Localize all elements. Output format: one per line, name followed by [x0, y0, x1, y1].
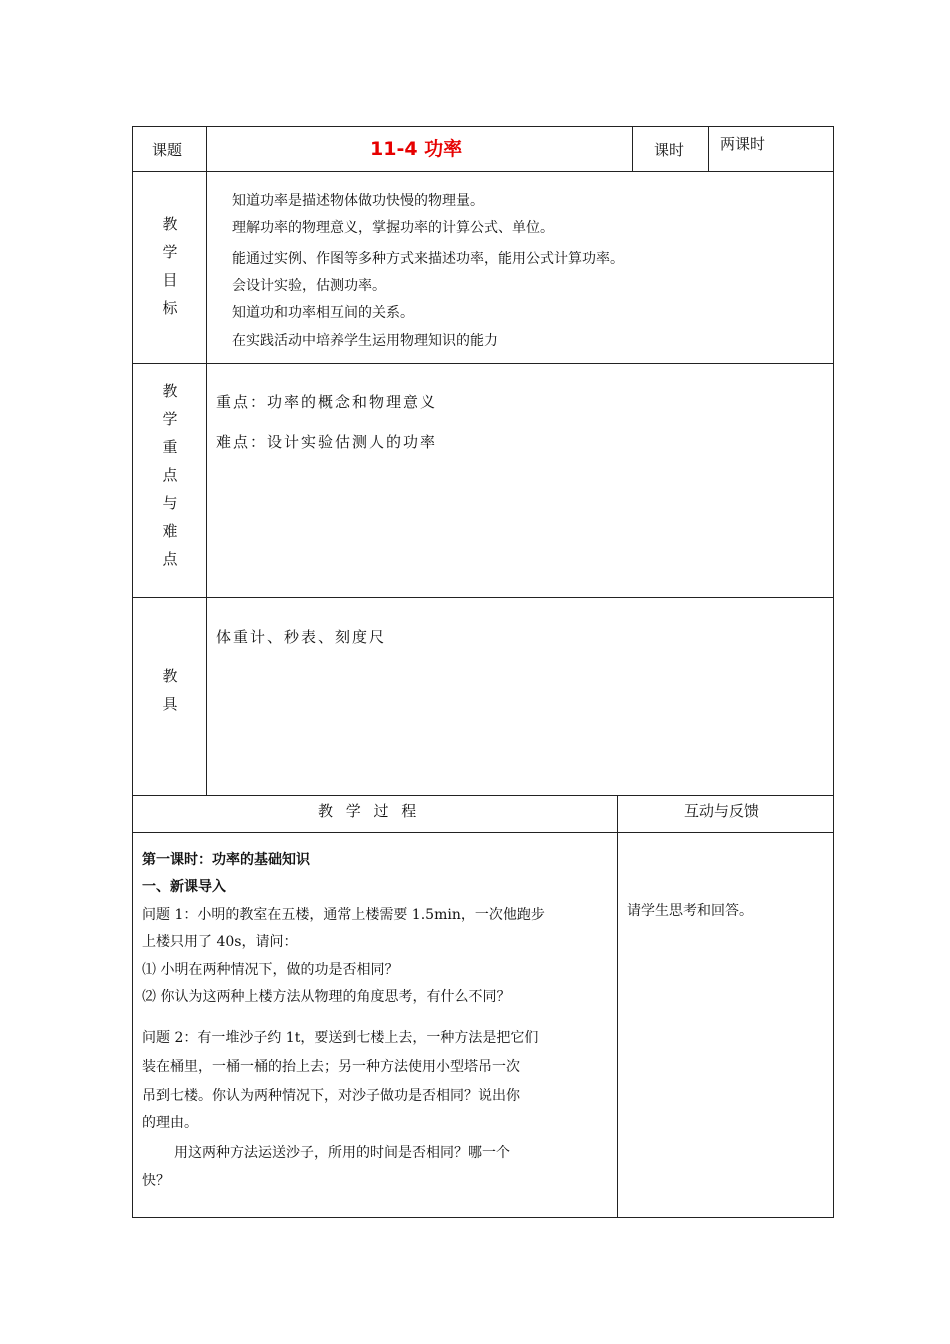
lesson-part-title: 第一课时：功率的基础知识: [142, 852, 310, 868]
row-divider: [132, 597, 834, 598]
key-points-label: 教 学 重 点 与 难 点: [162, 382, 178, 568]
objective-item: 理解功率的物理意义，掌握功率的计算公式、单位。: [232, 220, 554, 236]
row-divider: [132, 795, 834, 796]
col-divider: [617, 795, 618, 1218]
objective-item: 知道功率是描述物体做功快慢的物理量。: [232, 193, 484, 209]
tools-label: 教 具: [162, 667, 178, 713]
question-1-sub: ⑵ 你认为这两种上楼方法从物理的角度思考，有什么不同？: [142, 989, 511, 1005]
question-2-line: 装在桶里，一桶一桶的抬上去；另一种方法使用小型塔吊一次: [142, 1059, 520, 1075]
col-divider: [632, 126, 633, 171]
feedback-header: 互动与反馈: [684, 802, 760, 820]
question-1-line: 上楼只用了 40s，请问：: [142, 934, 298, 950]
section-title: 一、新课导入: [142, 879, 226, 895]
tools-content: 体重计、秒表、刻度尺: [216, 628, 387, 646]
feedback-text: 请学生思考和回答。: [627, 903, 753, 919]
objective-item: 知道功和功率相互间的关系。: [232, 305, 414, 321]
topic-label: 课题: [152, 141, 183, 159]
process-header: 教 学 过 程: [318, 802, 421, 820]
row-divider: [132, 363, 834, 364]
key-point: 重点：功率的概念和物理意义: [216, 393, 438, 411]
question-3-line: 用这两种方法运送沙子，所用的时间是否相同？哪一个: [174, 1145, 510, 1161]
lesson-title: 11-4 功率: [370, 138, 463, 160]
period-label: 课时: [654, 141, 685, 159]
col-divider: [206, 126, 207, 795]
row-divider: [132, 171, 834, 172]
objective-item: 在实践活动中培养学生运用物理知识的能力: [232, 333, 498, 349]
period-value: 两课时: [720, 135, 766, 153]
question-1-sub: ⑴ 小明在两种情况下，做的功是否相同？: [142, 962, 399, 978]
question-2-line: 吊到七楼。你认为两种情况下，对沙子做功是否相同？说出你: [142, 1088, 520, 1104]
col-divider: [708, 126, 709, 171]
row-divider: [132, 832, 834, 833]
difficulty-point: 难点：设计实验估测人的功率: [216, 433, 438, 451]
objective-item: 会设计实验，估测功率。: [232, 278, 386, 294]
objective-item: 能通过实例、作图等多种方式来描述功率，能用公式计算功率。: [232, 251, 624, 267]
objectives-label: 教 学 目 标: [162, 215, 178, 317]
question-2-line: 问题 2：有一堆沙子约 1t，要送到七楼上去，一种方法是把它们: [142, 1030, 539, 1046]
question-2-line: 的理由。: [142, 1115, 198, 1131]
question-3-line: 快？: [142, 1173, 170, 1189]
question-1-line: 问题 1：小明的教室在五楼，通常上楼需要 1.5min，一次他跑步: [142, 907, 545, 923]
